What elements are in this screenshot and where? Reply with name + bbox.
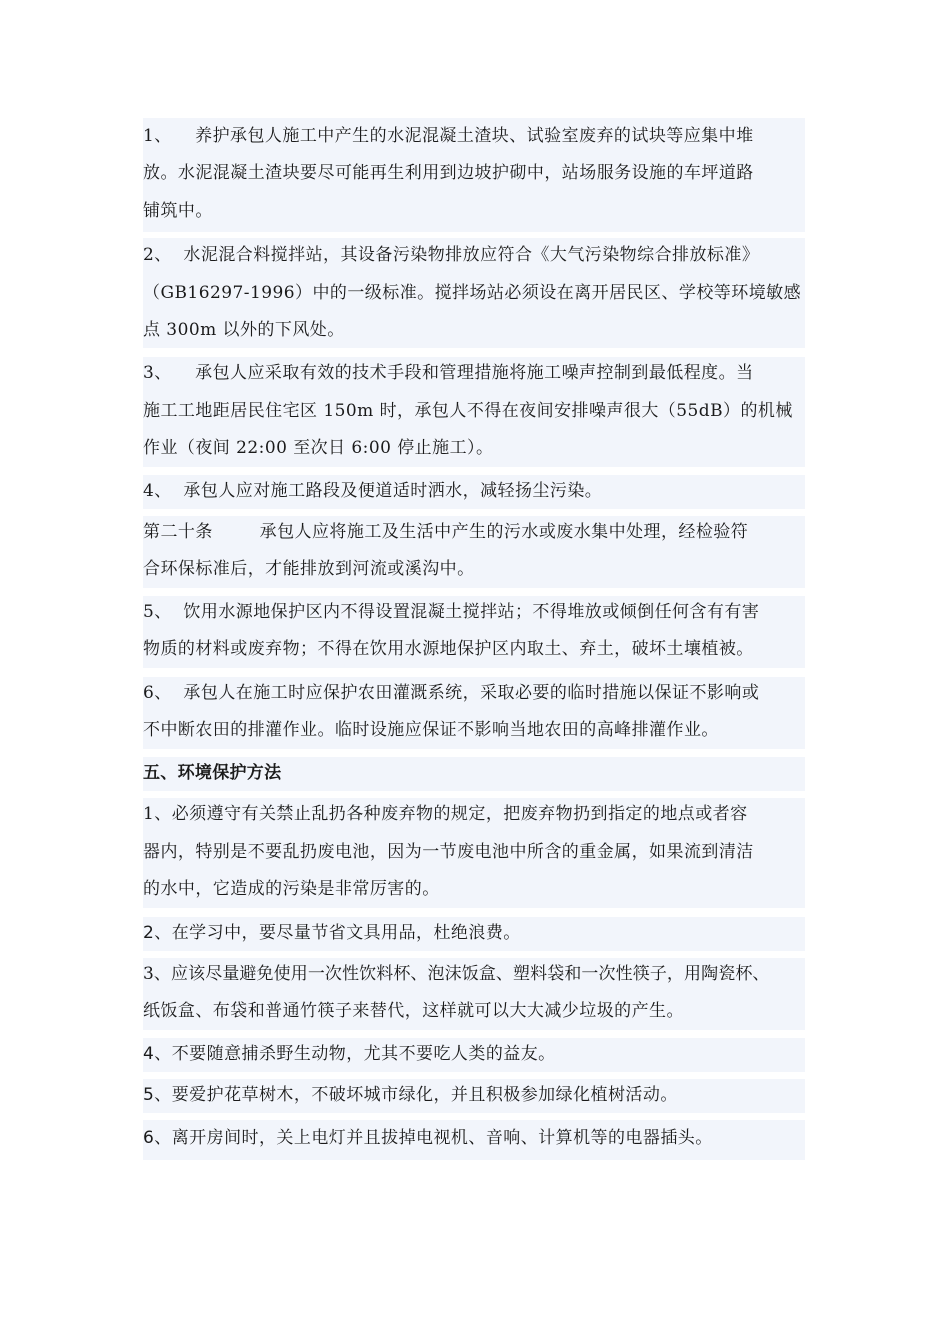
- method-6-line-1: 6、离开房间时，关上电灯并且拔掉电视机、音响、计算机等的电器插头。: [143, 1128, 713, 1148]
- paragraph-5-line-2: 物质的材料或废弃物；不得在饮用水源地保护区内取土、弃土，破坏土壤植被。: [143, 639, 754, 659]
- paragraph-1-line-2: 放。水泥混凝土渣块要尽可能再生利用到边坡护砌中，站场服务设施的车坪道路: [143, 163, 754, 183]
- paragraph-5: [143, 596, 805, 668]
- method-1-line-1: 1、必须遵守有关禁止乱扔各种废弃物的规定，把废弃物扔到指定的地点或者容: [143, 804, 748, 824]
- paragraph-2: [143, 238, 805, 348]
- method-1-line-2: 器内，特别是不要乱扔废电池，因为一节废电池中所含的重金属，如果流到清洁: [143, 842, 754, 862]
- method-2-line-1: 2、在学习中，要尽量节省文具用品，杜绝浪费。: [143, 923, 521, 943]
- method-5: [143, 1079, 805, 1113]
- method-2: [143, 917, 805, 951]
- paragraph-6-line-1: 6、 承包人在施工时应保护农田灌溉系统，采取必要的临时措施以保证不影响或: [143, 683, 760, 703]
- paragraph-1: [143, 118, 805, 232]
- method-1: [143, 798, 805, 908]
- paragraph-3-line-1: 3、 承包人应采取有效的技术手段和管理措施将施工噪声控制到最低程度。当: [143, 363, 754, 383]
- method-3: [143, 958, 805, 1030]
- paragraph-4-line-1: 4、 承包人应对施工路段及便道适时洒水，减轻扬尘污染。: [143, 481, 603, 501]
- paragraph-4: [143, 475, 805, 509]
- paragraph-5-line-1: 5、 饮用水源地保护区内不得设置混凝土搅拌站；不得堆放或倾倒任何含有有害: [143, 602, 760, 622]
- paragraph-3-line-3: 作业（夜间 22:00 至次日 6:00 停止施工）。: [143, 438, 494, 458]
- section-heading: 五、环境保护方法: [143, 763, 282, 783]
- article-20-line-1: 第二十条 承包人应将施工及生活中产生的污水或废水集中处理，经检验符: [143, 522, 749, 542]
- method-4: [143, 1038, 805, 1072]
- article-20-line-2: 合环保标准后，才能排放到河流或溪沟中。: [143, 559, 475, 579]
- paragraph-3-line-2: 施工工地距居民住宅区 150m 时，承包人不得在夜间安排噪声很大（55dB）的机械: [143, 401, 793, 421]
- paragraph-6-line-2: 不中断农田的排灌作业。临时设施应保证不影响当地农田的高峰排灌作业。: [143, 720, 719, 740]
- paragraph-1-line-1: 1、 养护承包人施工中产生的水泥混凝土渣块、试验室废弃的试块等应集中堆: [143, 126, 754, 146]
- paragraph-2-line-1: 2、 水泥混合料搅拌站，其设备污染物排放应符合《大气污染物综合排放标准》: [143, 245, 760, 265]
- method-6: [143, 1120, 805, 1160]
- article-20-paragraph: [143, 516, 805, 588]
- method-3-line-2: 纸饭盒、布袋和普通竹筷子来替代，这样就可以大大减少垃圾的产生。: [143, 1001, 684, 1021]
- method-4-line-1: 4、不要随意捕杀野生动物，尤其不要吃人类的益友。: [143, 1044, 556, 1064]
- method-1-line-3: 的水中，它造成的污染是非常厉害的。: [143, 879, 440, 899]
- paragraph-2-line-2: （GB16297-1996）中的一级标准。搅拌场站必须设在离开居民区、学校等环境敏感: [143, 283, 802, 303]
- paragraph-3: [143, 357, 805, 467]
- section-heading-block: [143, 757, 805, 791]
- paragraph-1-line-3: 铺筑中。: [143, 201, 213, 221]
- method-3-line-1: 3、应该尽量避免使用一次性饮料杯、泡沫饭盒、塑料袋和一次性筷子，用陶瓷杯、: [143, 964, 770, 984]
- paragraph-6: [143, 677, 805, 749]
- method-5-line-1: 5、要爱护花草树木，不破坏城市绿化，并且积极参加绿化植树活动。: [143, 1085, 678, 1105]
- paragraph-2-line-3: 点 300m 以外的下风处。: [143, 320, 345, 340]
